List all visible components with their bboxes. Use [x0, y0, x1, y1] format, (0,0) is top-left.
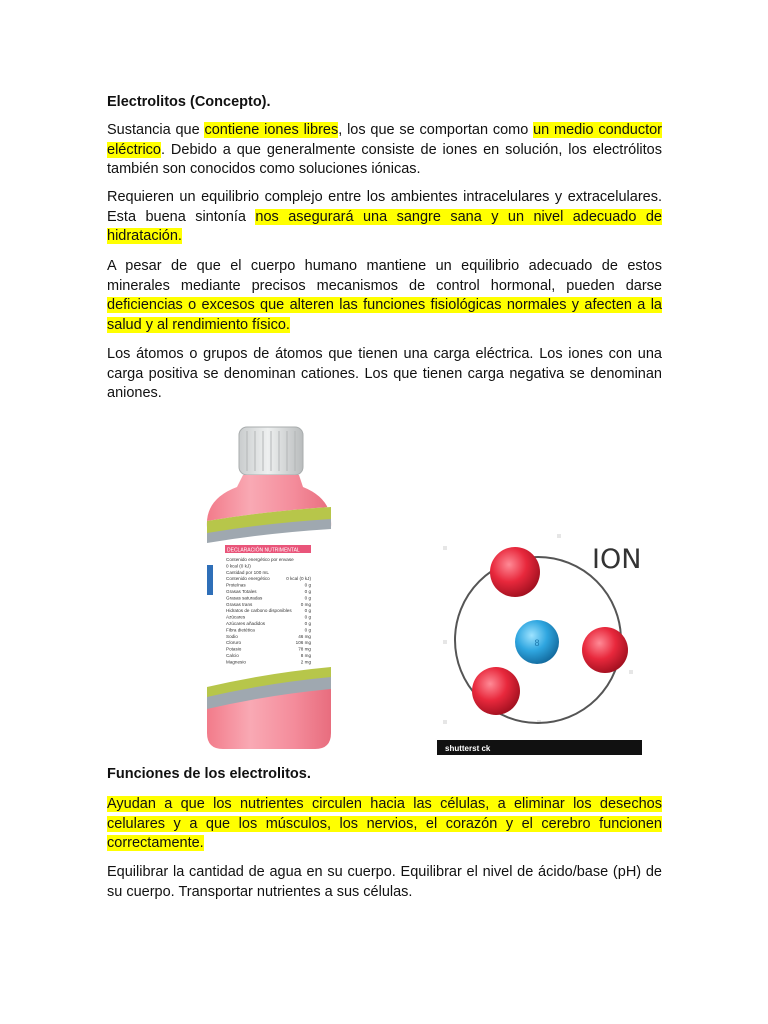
- electrolyte-bottle-image: [107, 415, 437, 755]
- text-run: Sustancia que: [107, 122, 205, 138]
- paragraph-definition: [107, 121, 662, 180]
- nutrition-value: 0 kcal (0 kJ): [286, 576, 311, 582]
- text-run: A pesar de que el cuerpo humano mantiene un equilibrio adecuado de estos minerales mediante precisos mecanismos de control hormonal, pueden darse: [107, 258, 662, 294]
- nutrition-value: 46 mg: [298, 633, 311, 639]
- nutrition-line: Grasas saturadas: [226, 595, 263, 601]
- text-run: Requieren un equilibrio complejo entre los ambientes intracelulares y extracelulares. Esta buena sintonía: [107, 189, 662, 225]
- nutrition-line: 0 kcal (0 kJ): [226, 563, 251, 569]
- ion-title: ION: [592, 544, 642, 575]
- nutrition-line: Potasio: [226, 646, 242, 652]
- nutrition-line: Azúcares: [226, 614, 246, 620]
- paragraph-hormonal: [107, 257, 662, 335]
- nutrition-line: Contenido energético: [226, 576, 270, 582]
- nutrition-line: Grasas Totales: [226, 589, 257, 594]
- nutrition-line: Grasas trans: [226, 601, 253, 607]
- bottle-illustration: [107, 415, 437, 755]
- paragraph-functions: [107, 795, 662, 854]
- nutrition-line: Magnesio: [226, 659, 246, 665]
- text-run: . Debido a que generalmente consiste de iones en solución, los electrólitos también son conocidos como soluciones iónicas.: [107, 141, 662, 177]
- electron-right: [582, 627, 628, 673]
- paragraph-balance: [107, 188, 662, 247]
- nutrition-line: Hidratos de carbono disponibles: [226, 608, 292, 614]
- paragraph-ions: Los átomos o grupos de átomos que tienen una carga eléctrica. Los iones con una carga positiva se denominan cationes. Los que tienen carga negativa se denominan aniones.: [107, 346, 662, 401]
- watermark-text: shutterst ck: [445, 744, 491, 753]
- nutrition-value: 106 mg: [295, 640, 311, 646]
- ion-illustration: [437, 520, 642, 755]
- nutrition-value: 0 g: [304, 608, 311, 614]
- nutrition-line: Contenido energético por envase: [226, 557, 294, 562]
- ion-diagram-image: [437, 520, 642, 755]
- highlight-free-ions: contiene iones libres: [204, 122, 339, 138]
- nutrition-value: 2 mg: [300, 659, 311, 665]
- nutrition-line: Cloruro: [226, 640, 242, 646]
- electron-bottom: [472, 667, 520, 715]
- highlight-functions: Ayudan a que los nutrientes circulen hacia las células, a eliminar los desechos celulares y a que los músculos, los nervios, el corazón y el cerebro funcionen correctamente.: [107, 796, 662, 851]
- nutrition-value: 0 g: [304, 627, 311, 633]
- nutrition-value: 0 g: [304, 589, 311, 594]
- nutrition-value: 8 mg: [300, 653, 311, 658]
- highlight-conductor: un medio conductor eléctrico: [107, 122, 662, 158]
- nutrition-line: Azúcares añadidos: [226, 621, 266, 626]
- nutrition-value: 0 g: [304, 582, 311, 588]
- nutrition-line: Calcio: [226, 653, 239, 658]
- electron-top: [490, 547, 540, 597]
- section-title-functions: Funciones de los electrolitos.: [107, 766, 311, 782]
- text-run: , los que se comportan como: [338, 122, 534, 138]
- nutrition-value: 0 mg: [300, 601, 311, 607]
- nutrition-value: 0 g: [304, 595, 311, 601]
- nucleus-label: 8: [534, 638, 540, 648]
- nutrition-value: 0 g: [304, 621, 311, 626]
- nutrition-value: 78 mg: [298, 646, 311, 652]
- highlight-deficiencies: deficiencias o excesos que alteren las funciones fisiológicas normales y afecten a la salud y al rendimiento físico.: [107, 297, 662, 333]
- nutrition-line: Cantidad por 100 mL: [226, 569, 269, 575]
- nutrition-line: Fibra dietética: [226, 627, 255, 633]
- highlight-healthy-blood: nos asegurará una sangre sana y un nivel adecuado de hidratación.: [107, 208, 662, 244]
- nutrition-value: 0 g: [304, 614, 311, 620]
- label-header: DECLARACIÓN NUTRIMENTAL: [227, 547, 300, 554]
- paragraph-balance-water: Equilibrar la cantidad de agua en su cuerpo. Equilibrar el nivel de ácido/base (pH) de su cuerpo. Transportar nutrientes a sus células.: [107, 864, 662, 900]
- nutrition-line: Sodio: [226, 633, 238, 639]
- section-title-concept: Electrolitos (Concepto).: [107, 94, 271, 110]
- nutrition-line: Proteínas: [226, 582, 246, 588]
